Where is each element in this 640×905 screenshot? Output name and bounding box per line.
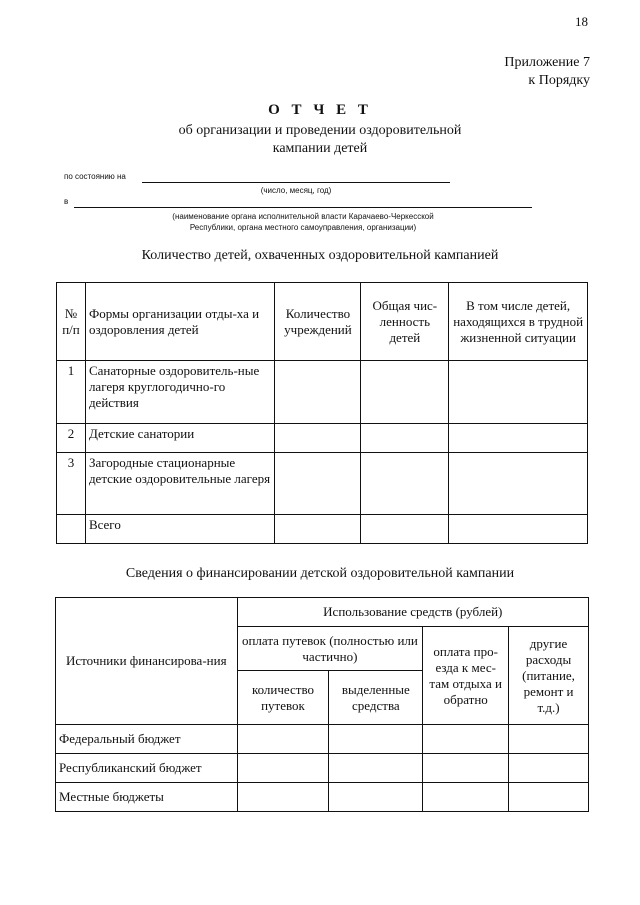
col-header-institutions: Количество учреждений xyxy=(275,283,361,361)
table-row xyxy=(57,453,588,515)
cell-institutions[interactable] xyxy=(275,515,361,544)
state-label: по состоянию на xyxy=(64,172,126,181)
col-header-total-children: Общая чис-ленность детей xyxy=(361,283,449,361)
cell-other[interactable] xyxy=(509,725,589,754)
row-num: 2 xyxy=(57,424,86,453)
cell-institutions[interactable] xyxy=(275,424,361,453)
cell-other[interactable] xyxy=(509,754,589,783)
date-caption: (число, месяц, год) xyxy=(260,186,332,195)
cell-total-children[interactable] xyxy=(361,515,449,544)
cell-allocated[interactable] xyxy=(329,783,423,812)
cell-institutions[interactable] xyxy=(275,361,361,424)
subtitle-line1: об организации и проведении оздоровительной xyxy=(178,123,462,138)
cell-difficult-situation[interactable] xyxy=(449,515,588,544)
date-field-line xyxy=(142,182,450,183)
source-name: Федеральный бюджет xyxy=(56,725,238,754)
col-header-allocated: выделенные средства xyxy=(329,671,423,725)
section1-title: Количество детей, охваченных оздоровительной кампанией xyxy=(141,248,499,263)
row-form-name: Санаторные оздоровитель-ные лагеря круглогодично-го действия xyxy=(85,361,275,424)
appendix-line1: Приложение 7 xyxy=(504,55,590,70)
subtitle-line2: кампании детей xyxy=(272,141,368,156)
org-caption xyxy=(74,211,532,233)
row-form-name: Всего xyxy=(85,515,275,544)
cell-travel[interactable] xyxy=(423,754,509,783)
cell-allocated[interactable] xyxy=(329,725,423,754)
col-header-sources: Источники финансирова-ния xyxy=(56,598,238,725)
col-header-vouchers: оплата путевок (полностью или частично) xyxy=(237,627,423,671)
cell-total-children[interactable] xyxy=(361,424,449,453)
col-header-voucher-count: количество путевок xyxy=(237,671,329,725)
col-header-difficult-situation: В том числе детей, находящихся в трудной жизненной ситуации xyxy=(449,283,588,361)
table-row xyxy=(57,361,588,424)
table-row xyxy=(56,754,589,783)
financing-table xyxy=(55,597,589,812)
cell-allocated[interactable] xyxy=(329,754,423,783)
cell-total-children[interactable] xyxy=(361,453,449,515)
col-header-other: другие расходы (питание, ремонт и т.д.) xyxy=(509,627,589,725)
cell-other[interactable] xyxy=(509,783,589,812)
table-row xyxy=(56,725,589,754)
cell-travel[interactable] xyxy=(423,783,509,812)
org-field-line xyxy=(74,207,532,208)
report-subtitle xyxy=(0,122,640,158)
cell-total-children[interactable] xyxy=(361,361,449,424)
row-form-name: Загородные стационарные детские оздоровительные лагеря xyxy=(85,453,275,515)
table-header-row xyxy=(57,283,588,361)
source-name: Республиканский бюджет xyxy=(56,754,238,783)
cell-voucher-count[interactable] xyxy=(237,725,329,754)
table-row xyxy=(56,783,589,812)
children-table xyxy=(56,282,588,544)
row-num: 1 xyxy=(57,361,86,424)
cell-institutions[interactable] xyxy=(275,453,361,515)
col-header-num: № п/п xyxy=(57,283,86,361)
col-header-usage: Использование средств (рублей) xyxy=(237,598,588,627)
cell-difficult-situation[interactable] xyxy=(449,361,588,424)
table-row xyxy=(57,424,588,453)
col-header-travel: оплата про-езда к мес-там отдыха и обратно xyxy=(423,627,509,725)
cell-difficult-situation[interactable] xyxy=(449,453,588,515)
section2-title: Сведения о финансировании детской оздоровительной кампании xyxy=(125,566,515,581)
row-form-name: Детские санатории xyxy=(85,424,275,453)
row-num: 3 xyxy=(57,453,86,515)
col-header-forms: Формы организации отды-ха и оздоровления детей xyxy=(85,283,275,361)
page-number: 18 xyxy=(575,14,588,29)
table-header-row xyxy=(56,598,589,627)
cell-travel[interactable] xyxy=(423,725,509,754)
row-num xyxy=(57,515,86,544)
org-caption-line1: (наименование органа исполнительной власти Карачаево-Черкесской xyxy=(172,212,434,221)
source-name: Местные бюджеты xyxy=(56,783,238,812)
report-title: О Т Ч Е Т xyxy=(268,102,372,118)
appendix-label xyxy=(504,54,590,90)
appendix-line2: к Порядку xyxy=(528,73,590,88)
in-label: в xyxy=(64,197,69,206)
cell-difficult-situation[interactable] xyxy=(449,424,588,453)
cell-voucher-count[interactable] xyxy=(237,783,329,812)
table-row-total xyxy=(57,515,588,544)
cell-voucher-count[interactable] xyxy=(237,754,329,783)
org-caption-line2: Республики, органа местного самоуправления, организации) xyxy=(189,223,417,232)
